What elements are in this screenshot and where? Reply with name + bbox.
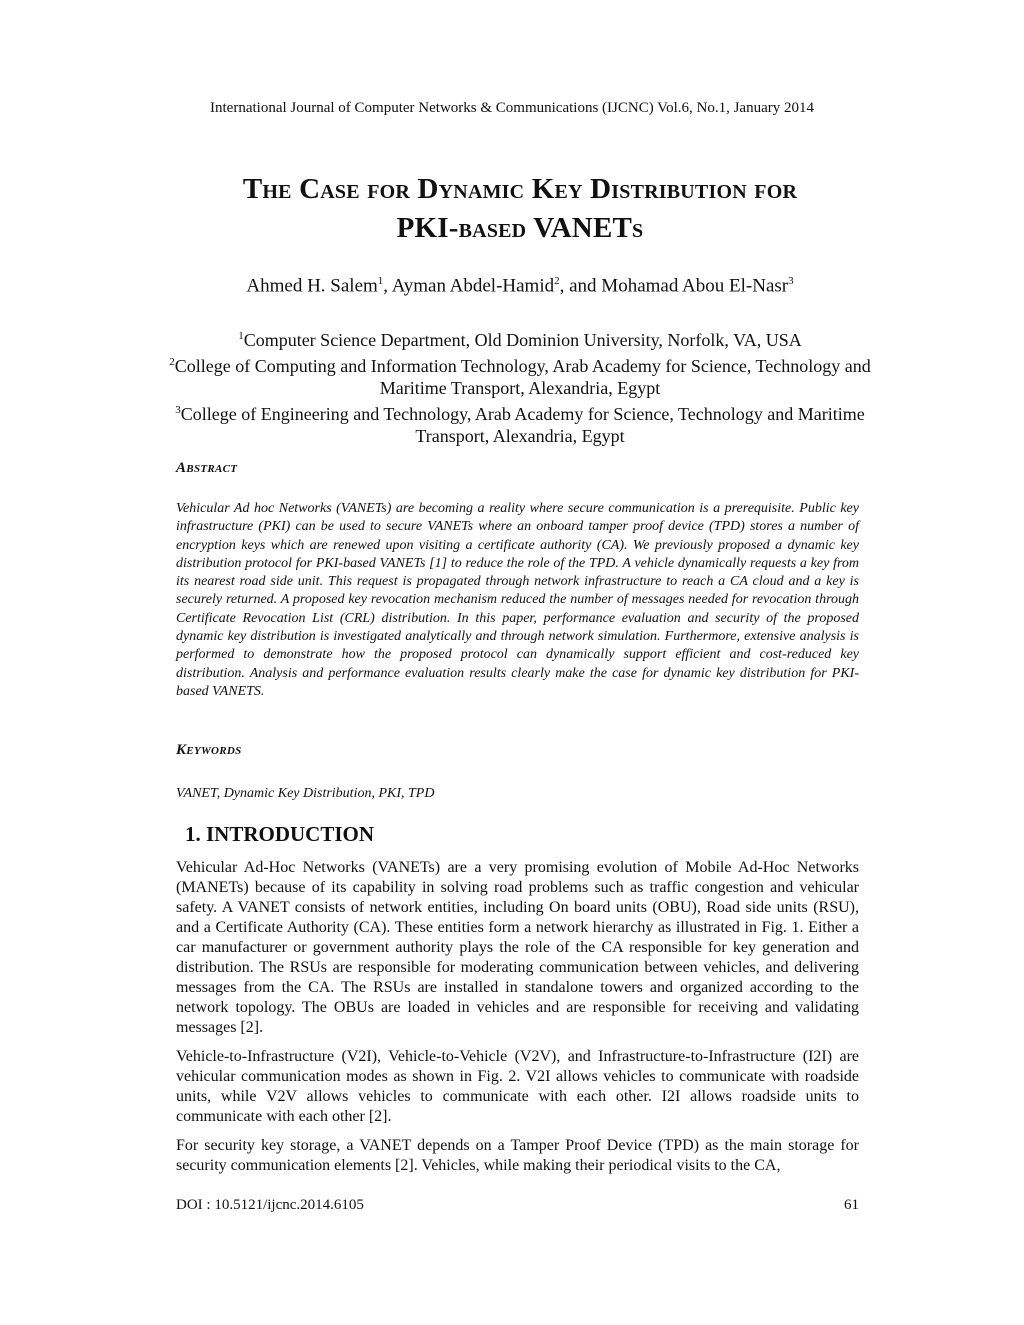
affiliations xyxy=(150,325,890,447)
affiliation-2-text: College of Computing and Information Technology, Arab Academy for Science, Technology and Maritime Transport, Alexandria, Egypt xyxy=(174,356,871,398)
keywords-text: VANET, Dynamic Key Distribution, PKI, TPD xyxy=(176,786,435,801)
intro-paragraph-1: Vehicular Ad-Hoc Networks (VANETs) are a very promising evolution of Mobile Ad-Hoc Networks (MANETs) because of its capability in solving road problems such as traffic congestion and vehicular safety. A VANET consists of network entities, including On board units (OBU), Road side units (RSU), and a Certificate Authority (CA). These entities form a network hierarchy as illustrated in Fig. 1. Either a car manufacturer or government authority plays the role of the CA responsible for key generation and distribution. The RSUs are responsible for moderating communication between vehicles, and delivering messages from the CA. The RSUs are installed in standalone towers and organized according to the network topology. The OBUs are loaded in vehicles and are responsible for receiving and validating messages [2]. xyxy=(176,859,859,1036)
affiliation-2 xyxy=(150,351,890,399)
keywords-heading: Keywords xyxy=(176,742,242,758)
author-list xyxy=(120,275,920,297)
author-2: , Ayman Abdel-Hamid xyxy=(383,275,555,297)
abstract-text: Vehicular Ad hoc Networks (VANETs) are becoming a reality where secure communication is a prerequisite. Public key infrastructure (PKI) can be used to secure VANETs where an onboard tamper proof device (TPD) stores a number of encryption keys which are renewed upon visiting a certificate authority (CA). We previously proposed a dynamic key distribution protocol for PKI-based VANETs [1] to reduce the role of the TPD. A vehicle dynamically requests a key from its nearest road side unit. This request is propagated through network infrastructure to reach a CA cloud and a key is securely returned. A proposed key revocation mechanism reduced the number of messages needed for revocation through Certificate Revocation List (CRL) distribution. In this paper, performance evaluation and security of the proposed dynamic key distribution is investigated analytically and through network simulation. Furthermore, extensive analysis is performed to demonstrate how the proposed protocol can dynamically support efficient and cost-reduced key distribution. Analysis and performance evaluation results clearly make the case for dynamic key distribution for PKI-based VANETS. xyxy=(176,501,859,699)
affiliation-1-text: Computer Science Department, Old Dominion University, Norfolk, VA, USA xyxy=(243,330,802,350)
author-3: , and Mohamad Abou El-Nasr xyxy=(559,275,789,297)
author-1: Ahmed H. Salem xyxy=(246,275,378,297)
author-3-sup: 3 xyxy=(788,275,794,287)
paper-title xyxy=(120,170,920,248)
page-number: 61 xyxy=(844,1197,859,1213)
intro-paragraph-2: Vehicle-to-Infrastructure (V2I), Vehicle-to-Vehicle (V2V), and Infrastructure-to-Infrastructure (I2I) are vehicular communication modes as shown in Fig. 2. V2I allows vehicles to communicate with roadside units, while V2V allows vehicles to communicate with each other. I2I allows roadside units to communicate with each other [2]. xyxy=(176,1048,859,1125)
journal-header: International Journal of Computer Networks & Communications (IJCNC) Vol.6, No.1, January 2014 xyxy=(210,100,814,116)
affiliation-3-text: College of Engineering and Technology, Arab Academy for Science, Technology and Maritime Transport, Alexandria, Egypt xyxy=(180,404,865,446)
affiliation-3 xyxy=(150,399,890,447)
author-1-sup: 1 xyxy=(377,275,384,287)
affiliation-2-sup: 2 xyxy=(169,356,175,368)
affiliation-1 xyxy=(150,325,890,351)
introduction-heading: 1. INTRODUCTION xyxy=(185,822,375,846)
abstract-heading: Abstract xyxy=(176,460,238,476)
footer-doi: DOI : 10.5121/ijcnc.2014.6105 xyxy=(176,1197,364,1213)
affiliation-3-sup: 3 xyxy=(175,404,181,416)
author-2-sup: 2 xyxy=(554,275,560,287)
intro-paragraph-3: For security key storage, a VANET depends on a Tamper Proof Device (TPD) as the main storage for security communication elements [2]. Vehicles, while making their periodical visits to the CA, xyxy=(176,1137,859,1174)
affiliation-1-sup: 1 xyxy=(238,330,244,342)
title-line-1: The Case for Dynamic Key Distribution for xyxy=(242,173,798,205)
title-line-2: PKI-based VANETs xyxy=(396,212,644,244)
introduction-body xyxy=(176,858,859,1185)
